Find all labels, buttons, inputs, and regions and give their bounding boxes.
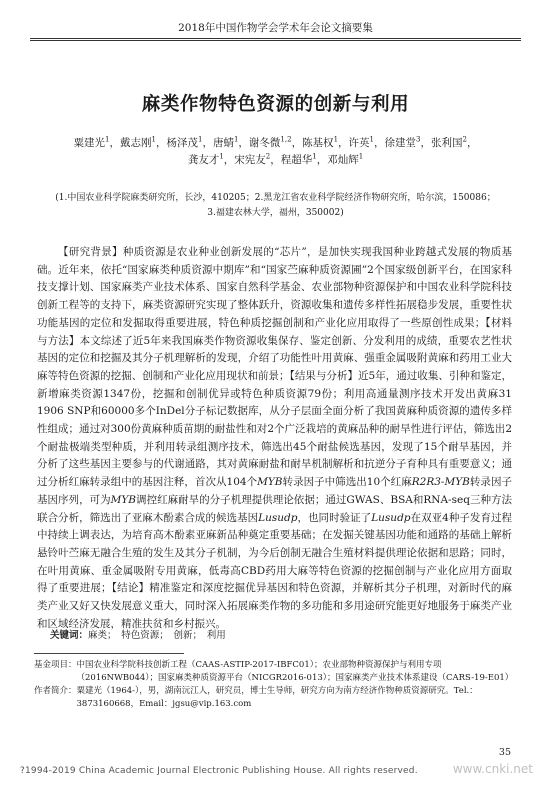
author-affiliation-mark: 1 (358, 152, 364, 161)
footnote-text: 中国农业科学院科技创新工程（CAAS-ASTIP-2017-IBFC01）；农业部物种资源保护与利用专项（2016NWB044）；国家麻类种质资源平台（NICGR2016-013）；国家麻类产业技术体系建设（CARS-19-E01） (76, 660, 514, 683)
footnote-rule (34, 653, 184, 654)
page-number: 35 (498, 747, 511, 758)
results-text: 调控红麻耐旱的分子机理提供理论依据；通过GWAS、BSA和RNA-seq三种方法联合分析，筛选出了亚麻木酚素合成的候选基因 (37, 493, 512, 524)
author-affiliation-mark: 2 (265, 152, 271, 161)
author-name (249, 137, 292, 149)
header-rule (30, 38, 521, 39)
author-name-text: 唐蜻 (212, 137, 234, 149)
background-label: 【研究背景】 (58, 246, 123, 258)
author-name (327, 154, 363, 166)
author-affiliation-mark: 1 (105, 135, 110, 144)
running-header: 2018年中国作物学会学术年会论文摘要集 (178, 22, 373, 34)
affiliation-line: 3.福建农林大学，福州，350002) (207, 208, 344, 218)
author-affiliation-mark: 1 (219, 152, 224, 161)
author-name-text: 粟建光 (73, 137, 106, 149)
author-affiliation-mark: 1 (233, 135, 239, 144)
author-name (213, 137, 238, 149)
author-name-text: 谢冬微 (248, 137, 281, 149)
results-text: 转录因子中筛选出10个红麻 (282, 476, 412, 489)
header-rule-double (30, 40, 521, 41)
keywords (50, 627, 226, 641)
author-name (349, 137, 374, 149)
author-affiliation-mark: 1 (151, 135, 156, 144)
results-label: 【结果与分析】 (289, 369, 358, 382)
gene-name: R2R3-MYB (411, 476, 470, 489)
author-affiliation-mark: 3 (416, 135, 421, 144)
author-name-text: 戴志刚 (120, 137, 152, 149)
keywords-text: 麻类； 特色资源； 创新； 利用 (88, 630, 226, 641)
author-name (166, 137, 202, 149)
footnote-label: 基金项目： (34, 660, 77, 670)
author-name-text: 程超华 (280, 154, 313, 166)
gene-name: MYB (110, 493, 137, 506)
author-name (74, 137, 110, 149)
author-name-text: 杨泽茂 (166, 137, 198, 149)
gene-name: Lusudp (258, 511, 298, 524)
author-affiliation-mark: 1 (312, 152, 317, 161)
abstract-body (37, 244, 512, 633)
author-name-text: 许英 (348, 137, 370, 149)
paper-title: 麻类作物特色资源的创新与利用 (141, 94, 410, 115)
author-name (188, 154, 224, 166)
author-name (281, 154, 317, 166)
results-text: 转录因子基因序列，可为 (37, 476, 512, 506)
author-affiliation-mark: 2 (462, 135, 467, 144)
watermark: www.cnki.net (452, 762, 533, 776)
author-name (431, 137, 467, 149)
footnotes (34, 659, 514, 711)
author-name-text: 陈基权 (302, 137, 334, 149)
author-name-text: 徐建堂 (384, 137, 416, 149)
affiliation-line: (1.中国农业科学院麻类研究所，长沙，410205；2.黑龙江省农业科学院经济作物研究所，哈尔滨，150086； (55, 193, 496, 203)
keywords-label: 关键词： (50, 630, 89, 641)
author-name (302, 137, 338, 149)
author-name-text: 宋宪友 (234, 154, 266, 166)
author-list: 粟建光$^1$，戴志刚$^1$，杨泽茂$^1$，唐蜻$^1$，谢冬微$^{1,2}$，陈基权$^1$，许英$^1$，徐建堂$^3$，张利国$^2$，龚友才$^1$，宋宪友$^2$，程超华$^1$，邓灿辉$^1$ (73, 135, 478, 166)
funding-note (34, 659, 514, 685)
author-affiliation-mark: 1 (197, 135, 203, 144)
footnote-label: 作者简介： (34, 686, 77, 696)
methods-text: 本文综述了近5年来我国麻类作物资源收集保存、鉴定创新、分发利用的成绩，重要农艺性状基因的定位和挖掘及其分子机理解析的发现，介绍了功能性叶用黄麻、强重金属吸附黄麻和药用工业大麻等特色资源的挖掘、创制和产业化应用现状和前景； (37, 334, 512, 382)
background-text: 种质资源是农业种业创新发展的“芯片”，是加快实现我国种业跨越式发展的物质基础。近年来，依托“国家麻类种质资源中期库”和“国家苎麻种质资源圃”2个国家级创新平台，在国家科技支撑计划、国家麻类产业技术体系、国家自然科学基金、农业部物种资源保护和中国农业科学院科技创新工程等的支持下，麻类资源研究实现了整体跃升，资源收集和遗传多样性拓展稳步发展，重要性状功能基因的定位和发掘取得重要进展，特色种质挖掘创制和产业化应用取得了一些原创性成果； (37, 246, 513, 329)
author-name (385, 137, 421, 149)
footnote-text: 粟建光（1964-），男，湖南沅江人，研究员，博士生导师，研究方向为南方经济作物种质资源研究。Tel.：3873160668，Email：jgsu@vip.163.com (76, 686, 478, 709)
conclusion-text: 精准鉴定和深度挖掘优异基因和特色资源，并解析其分子机理，对新时代的麻类产业又好又快发展意义重大，同时深入拓展麻类作物的多功能和多用途研究能更好地服务于麻类产业和区域经济发展，精准扶贫和乡村振兴。 (37, 582, 513, 630)
author-name-text: 张利国 (430, 137, 463, 149)
author-affiliation-mark: 1 (333, 135, 339, 144)
methods-label: 【材料与方法】 (37, 316, 513, 347)
results-text: 在双亚4种子发育过程中持续上调表达，为培育高木酚素亚麻新品种奠定重要基础；在发掘关键基因功能和通路的基础上解析悬铃叶苎麻无融合生殖的发生及其分子机制，为今后创制无融合生殖材料提供理论依据和思路；同时，在叶用黄麻、重金属吸附专用黄麻，低毒高CBD药用大麻等特色资源的挖掘创制与产业化应用方面取得了重要进展； (37, 511, 512, 595)
copyright-notice: ?1994-2019 China Academic Journal Electronic Publishing House. All rights reserved. (20, 766, 418, 776)
gene-name: MYB (257, 476, 283, 489)
conclusion-label: 【结论】 (111, 582, 150, 595)
results-text: 近5年，通过收集、引种和鉴定，新增麻类资源1347份，挖掘和创制优异或特色种质资源79份；利用高通量测序技术开发出黄麻31 1906 SNP和60000多个InDel分子标记数据库，从分子层面全面分析了我国黄麻种质资源的遗传多样性组成；通过对300份黄麻种质苗期的耐盐性和对2个广泛栽培的黄麻品种的耐旱性进行评估，筛选出2个耐盐极端类型种质，并利用转录组测序技术，筛选出45个耐盐候选基因，发现了15个耐旱基因，并分析了这些基因主要参与的代谢通路，其对黄麻耐盐和耐旱机制解析和抗逆分子育种具有重要意义；通过分析红麻转录组中的基因注释，首次从104个 (37, 369, 513, 489)
author-name (120, 137, 156, 149)
author-name-text: 邓灿辉 (327, 154, 359, 166)
affiliations (44, 191, 507, 221)
results-text: ，也同时验证了 (297, 511, 372, 524)
author-name-text: 龚友才 (187, 154, 220, 166)
author-name (234, 154, 270, 166)
author-affiliation-mark: 1,2 (280, 135, 292, 144)
gene-name: Lusudp (371, 511, 411, 524)
author-bio-note (34, 685, 514, 711)
author-affiliation-mark: 1 (369, 135, 374, 144)
